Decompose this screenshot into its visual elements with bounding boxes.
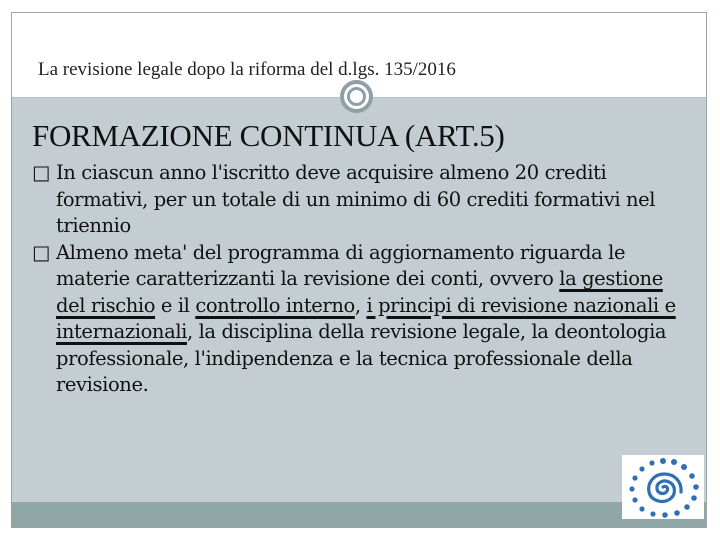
bullet-text: e il (155, 293, 196, 317)
bullet-text: , la disciplina della revisione legale, la deontologia professionale, l'indipendenza e la tecnica professionale della revisione. (56, 320, 667, 396)
header-title: La revisione legale dopo la riforma del d.lgs. 135/2016 (38, 59, 456, 80)
bullet-text: Almeno meta' del programma di aggiornamento riguarda le materie caratterizzanti la revisione dei conti, ovvero (56, 240, 626, 290)
slide-frame (11, 12, 707, 528)
underlined-phrase: i principi di revisione nazionali e internazionali (56, 293, 676, 343)
slide-title: FORMAZIONE CONTINUA (ART.5) (32, 118, 505, 153)
bullet-icon: □ (32, 240, 51, 264)
underlined-phrase: controllo interno (195, 293, 355, 317)
bullet-text: , (354, 293, 367, 317)
bullet-text: In ciascun anno l'iscritto deve acquisire almeno 20 crediti formativi, per un totale di un minimo di 60 crediti formativi nel triennio (56, 161, 656, 237)
bullet-icon: □ (32, 161, 51, 184)
underlined-phrase: la gestione del rischio (56, 267, 663, 317)
